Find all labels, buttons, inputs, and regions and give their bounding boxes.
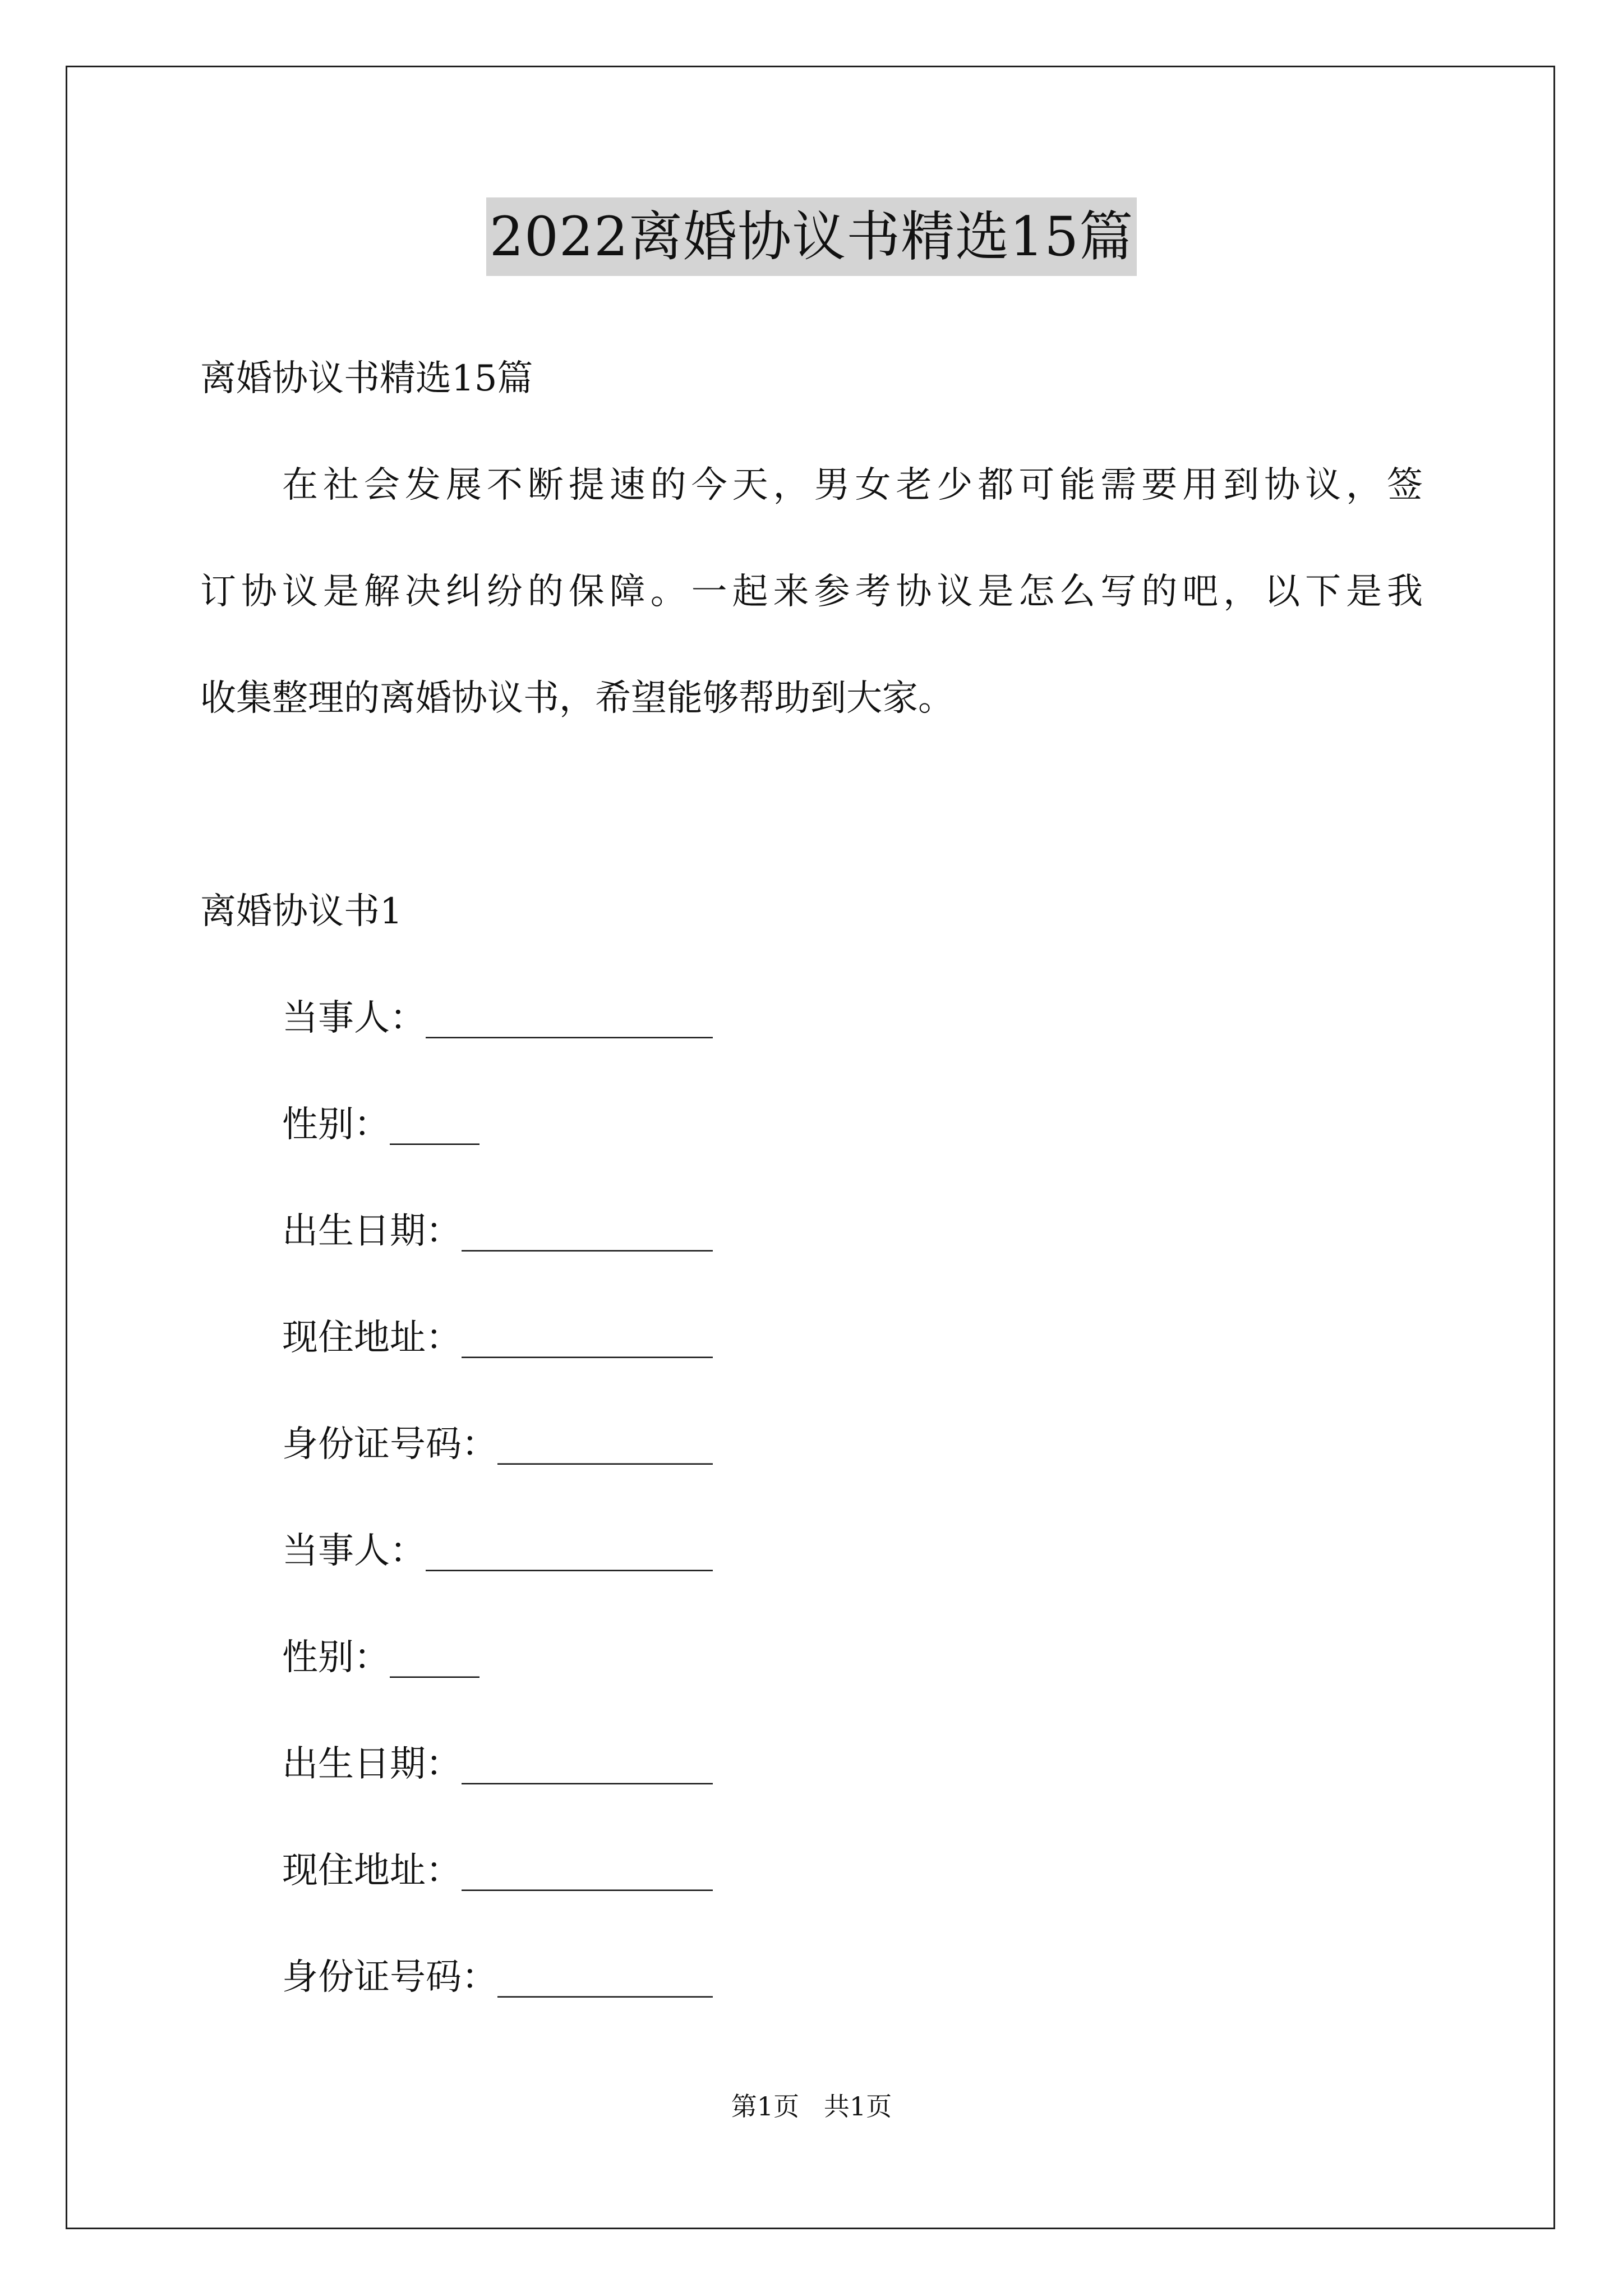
field-label: 出生日期：	[282, 1211, 462, 1252]
field-blank: ______________	[462, 1211, 713, 1252]
field-blank: ________________	[426, 1530, 713, 1572]
field-label: 性别：	[282, 1104, 390, 1145]
field-blank: _____	[390, 1637, 479, 1678]
field-label: 当事人：	[282, 1530, 426, 1572]
field-blank: ______________	[462, 1743, 713, 1785]
document-title: 2022离婚协议书精选15篇	[486, 197, 1137, 276]
field-blank: ______________	[462, 1850, 713, 1892]
field-label: 出生日期：	[282, 1743, 462, 1785]
field-birthdate-2	[282, 1742, 713, 1787]
field-blank: ____________	[497, 1424, 713, 1465]
field-label: 当事人：	[282, 997, 426, 1039]
field-blank: _____	[390, 1104, 479, 1145]
field-gender-1	[282, 1102, 479, 1147]
field-label: 性别：	[282, 1637, 390, 1678]
intro-line-1: 在社会发展不断提速的今天，男女老少都可能需要用到协议，签	[282, 464, 1423, 506]
field-label: 现住地址：	[282, 1317, 462, 1359]
field-gender-2	[282, 1635, 479, 1680]
field-birthdate-1	[282, 1209, 713, 1254]
document-subtitle: 离婚协议书精选15篇	[200, 358, 533, 399]
field-address-2	[282, 1848, 713, 1893]
field-label: 身份证号码：	[282, 1957, 497, 1998]
field-party-2	[282, 1529, 713, 1573]
field-blank: ________________	[426, 997, 713, 1039]
field-label: 身份证号码：	[282, 1424, 497, 1465]
section-heading: 离婚协议书1	[200, 891, 403, 932]
field-address-1	[282, 1315, 713, 1360]
page-footer: 第1页 共1页	[731, 2091, 892, 2122]
field-blank: ____________	[497, 1957, 713, 1998]
field-party-1	[282, 996, 713, 1041]
field-label: 现住地址：	[282, 1850, 462, 1892]
field-id-number-1	[282, 1422, 713, 1467]
field-blank: ______________	[462, 1317, 713, 1359]
title-container	[0, 197, 1623, 276]
intro-line-2: 订协议是解决纠纷的保障。一起来参考协议是怎么写的吧，以下是我	[200, 571, 1423, 613]
field-id-number-2	[282, 1955, 713, 2000]
intro-line-3: 收集整理的离婚协议书，希望能够帮助到大家。	[200, 678, 954, 719]
